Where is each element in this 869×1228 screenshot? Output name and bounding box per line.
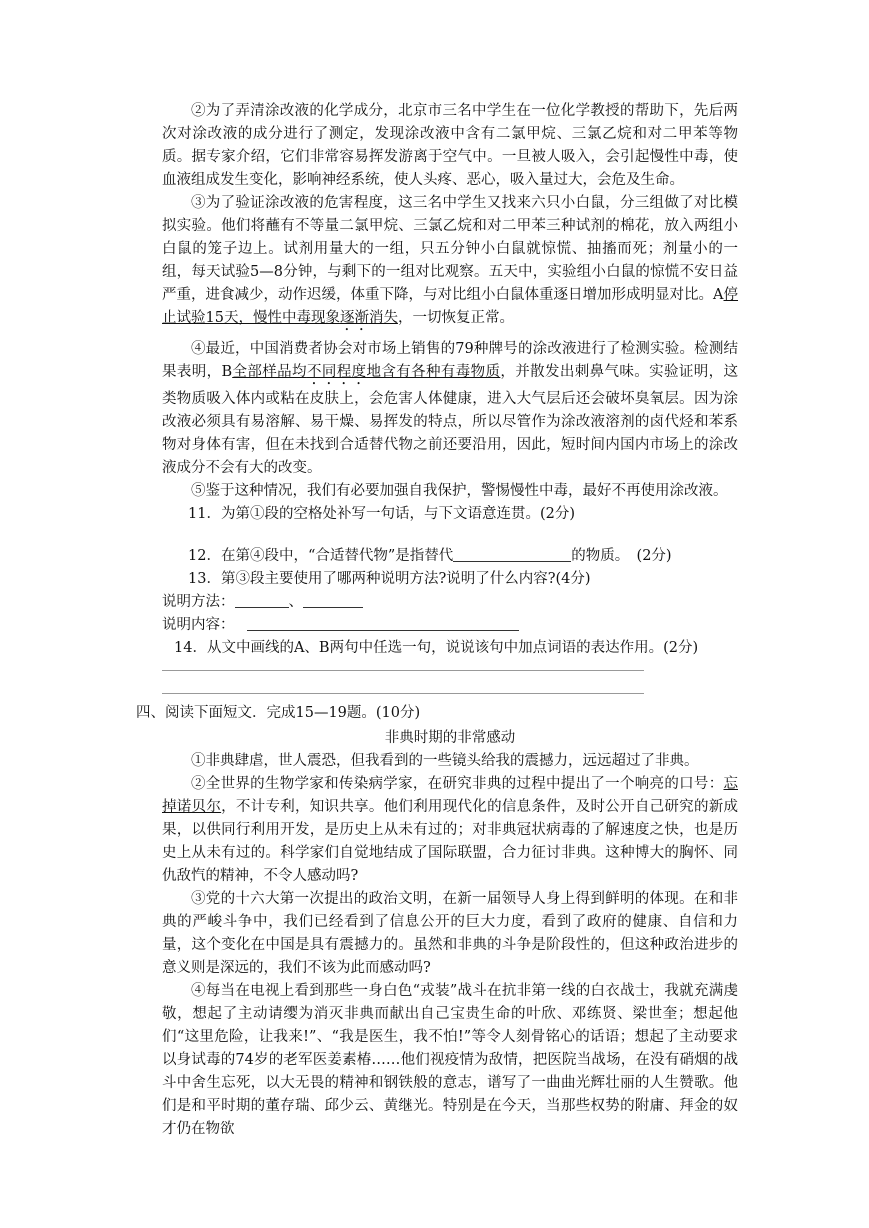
paragraph-5: ⑤鉴于这种情况，我们有必要加强自我保护，警惕慢性中毒，最好不再使用涂改液。 [191, 483, 728, 499]
question-13: 13．第③段主要使用了哪两种说明方法?说明了什么内容?(4分) [188, 571, 591, 587]
article-title: 非典时期的非常感动 [384, 730, 516, 746]
underlined-sentence-b [232, 364, 500, 380]
paragraph-3 [162, 192, 738, 334]
sentence-a-part2: 消失 [368, 310, 398, 326]
content-label: 说明内容： [162, 617, 235, 633]
article-paragraph-2-tail: ，不计专利，知识共享。他们利用现代化的信息条件，及时公开自己研究的新成果，以供同行利用开发，是历史上从未有过的；对非典冠状病毒的了解速度之快，也是历史上从未有过的。科学家们自觉地结成了国际联盟，合力征讨非典。这种博大的胸怀、同仇敌忾的精神，不令人感动吗? [162, 799, 739, 884]
dotted-word-a: 逐渐 [339, 310, 369, 326]
paragraph-3-text: ③为了验证涂改液的危害程度，这三名中学生又找来六只小白鼠，分三组做了对比模拟实验。他们将蘸有不等量二氯甲烷、三氯乙烷和对二甲苯三种试剂的棉花，放入两组小白鼠的笼子边上。试剂用量大的一组，只五分钟小白鼠就惊慌、抽搐而死；剂量小的一组，每天试验5—8分钟，与剩下的一组对比观察。五天中，实验组小白鼠的惊慌不安日益严重，进食减少，动作迟缓，体重下降，与对比组小白鼠体重逐日增加形成明显对比。 [162, 195, 738, 303]
paragraph-3-tail: ，一切恢复正常。 [397, 310, 514, 326]
sentence-b-part2: 地含有各种有毒物质 [366, 364, 501, 380]
sentence-b-label: B [221, 364, 233, 380]
answer-blank-12[interactable] [453, 547, 571, 562]
question-11: 11．为第①段的空格处补写一句话，与下文语意连贯。(2分) [188, 506, 575, 522]
content-line [162, 614, 738, 637]
dotted-word-b: 不同程度 [306, 364, 367, 380]
content-blank[interactable] [247, 616, 519, 631]
paragraph-4-head: ④最近，中国消费者协会对市场上销售的79种牌号的涂改液进行了检测实验。检测结果表明， [162, 341, 738, 380]
method-label: 说明方法： [162, 594, 235, 610]
article-paragraph-1: ①非典肆虐，世人震恐，但我看到的一些镜头给我的震撼力，远远超过了非典。 [191, 753, 699, 769]
article-paragraph-4: ④每当在电视上看到那些一身白色“戎装”战斗在抗非第一线的白衣战士，我就充满虔敬，想起了主动请缨为消灭非典而献出自己宝贵生命的叶欣、邓练贤、梁世奎；想起他们“这里危险，让我来!”、“我是医生，我不怕!”等令人刻骨铭心的话语；想起了主动要求以身试毒的74岁的老军医姜素椿……他们视疫情为敌情，把医院当战场，在没有硝烟的战斗中舍生忘死，以大无畏的精神和钢铁般的意志，谱写了一曲曲光辉壮丽的人生赞歌。他们是和平时期的董存瑞、邱少云、黄继光。特别是在今天，当那些权势的附庸、拜金的奴才仍在物欲 [162, 983, 738, 1137]
method-line [162, 591, 738, 614]
sentence-b-part1: 全部样品均 [232, 364, 307, 380]
paragraph-4-tail: ，并散发出刺鼻气味。实验证明，这类物质吸入体内或粘在皮肤上，会危害人体健康，进入大气层后还会破坏臭氧层。因为涂改液必须具有易溶解、易干燥、易挥发的特点，所以尽管作为涂改液溶剂的卤代烃和苯系物对身体有害，但在未找到合适替代物之前还要沿用，因此，短时间内国内市场上的涂改液成分不会有大的改变。 [162, 364, 739, 476]
question-12-text: 12．在第④段中，“合适替代物”是指替代 [188, 548, 454, 564]
sentence-a-label: A [713, 287, 724, 303]
sentence-a-part1: 停止试验15天，慢性中毒现象 [162, 287, 739, 326]
question-14: 14．从文中画线的A、B两句中任选一句，说说该句中加点词语的表达作用。(2分) [174, 640, 699, 656]
underlined-slogan: 忘掉诺贝尔 [162, 776, 738, 815]
paragraph-2: ②为了弄清涂改液的化学成分，北京市三名中学生在一位化学教授的帮助下，先后两次对涂改液的成分进行了测定，发现涂改液中含有二氯甲烷、三氯乙烷和对二甲苯等物质。据专家介绍，它们非常容易挥发游离于空气中。一旦被人吸入，会引起慢性中毒，使血液组成发生变化，影响神经系统，使人头疼、恶心，吸入量过大，会危及生命。 [162, 103, 738, 188]
question-12 [162, 545, 738, 568]
section-4-heading: 四、阅读下面短文．完成15—19题。(10分) [136, 705, 421, 721]
method-blank-1[interactable] [235, 593, 289, 608]
article-paragraph-2-head: ②全世界的生物学家和传染病学家，在研究非典的过程中提出了一个响亮的口号： [191, 776, 724, 792]
document-page [136, 100, 739, 1141]
method-separator: 、 [288, 594, 303, 610]
article-paragraph-3: ③党的十六大第一次提出的政治文明，在新一届领导人身上得到鲜明的体现。在和非典的严峻斗争中，我们已经看到了信息公开的巨大力度，看到了政府的健康、自信和力量，这个变化在中国是具有震撼力的。虽然和非典的斗争是阶段性的，但这种政治进步的意义则是深远的，我们不该为此而感动吗? [162, 891, 738, 976]
article-paragraph-2 [162, 773, 738, 888]
paragraph-4 [162, 338, 738, 480]
method-blank-2[interactable] [303, 593, 363, 608]
question-12-tail: 的物质。 (2分) [571, 548, 672, 564]
